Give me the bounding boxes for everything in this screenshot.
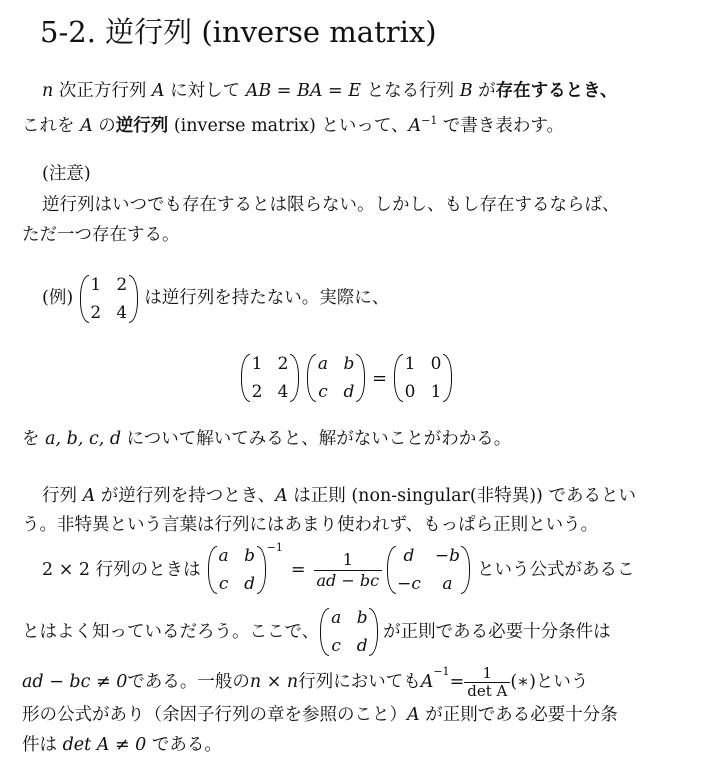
note-line-1: 逆行列はいつでも存在するとは限らない。しかし、もし存在するならば、: [42, 195, 620, 215]
example-line: (例) 1 2 2 4 は逆行列を持たない。実際に、: [42, 274, 390, 323]
example-matrix: 1 2 2 4: [79, 274, 139, 324]
definition-equation: AB = BA = E: [245, 81, 362, 101]
general-line-2: 形の公式があり（余因子行列の章を参照のこと）A が正則である必要十分条: [22, 705, 618, 725]
regular-line-2: う。非特異という言葉は行列にはあまり使われず、もっぱら正則という。: [22, 515, 599, 535]
emphasis-exists: 存在するとき、: [495, 81, 618, 101]
general-fraction: $\frac{1}{\text{det A}}$: [464, 665, 510, 700]
note-label: (注意): [42, 164, 91, 184]
formula-matrix-2: d −b −c a: [386, 545, 471, 595]
display-matrix-2: a b c d: [306, 353, 366, 403]
condition-line: とはよく知っているだろう。ここで、 a b c d が正則である必要十分条件は: [22, 608, 611, 656]
display-matrix-1: 1 2 2 4: [240, 353, 300, 403]
general-formula-line: ad − bc ≠ 0 である。一般の n × n 行列においても A −1 = $\frac{1}{\text{det A}}$ (∗) という: [22, 663, 589, 700]
formula-fraction: $\frac{1}{ad - bc}$: [314, 550, 383, 591]
emphasis-inverse: 逆行列: [115, 116, 169, 136]
note-line-2: ただ一つ存在する。: [22, 225, 180, 245]
regular-line-1: 行列 A が逆行列を持つとき、A は正則 (non-singular(非特異)) であるとい: [42, 486, 636, 506]
example-conclusion: を a, b, c, d について解いてみると、解がないことがわかる。: [22, 429, 512, 449]
formula-2x2-line: 2 × 2 行列のときは a b c d −1 = $\frac{1}{ad - bc}$ d −b −c a という公式があるこ: [42, 541, 635, 594]
general-line-3: 件は det A ≠ 0 である。: [22, 735, 222, 755]
definition-line-1: n 次正方行列 A に対して AB = BA = E となる行列 B が存在するとき、: [42, 81, 618, 101]
example-label: (例): [42, 288, 74, 308]
example-display-equation: 1 2 2 4 a b c d = 1 0 0 1: [240, 346, 453, 410]
definition-line-2: これを A の逆行列 (inverse matrix) といって、$A^{-1}$ で書き表わす。: [22, 114, 565, 136]
condition-matrix: a b c d: [319, 607, 379, 657]
formula-matrix-1: a b c d: [207, 545, 267, 595]
section-heading: 5-2. 逆行列 (inverse matrix): [40, 15, 437, 49]
identity-matrix: 1 0 0 1: [393, 353, 453, 403]
